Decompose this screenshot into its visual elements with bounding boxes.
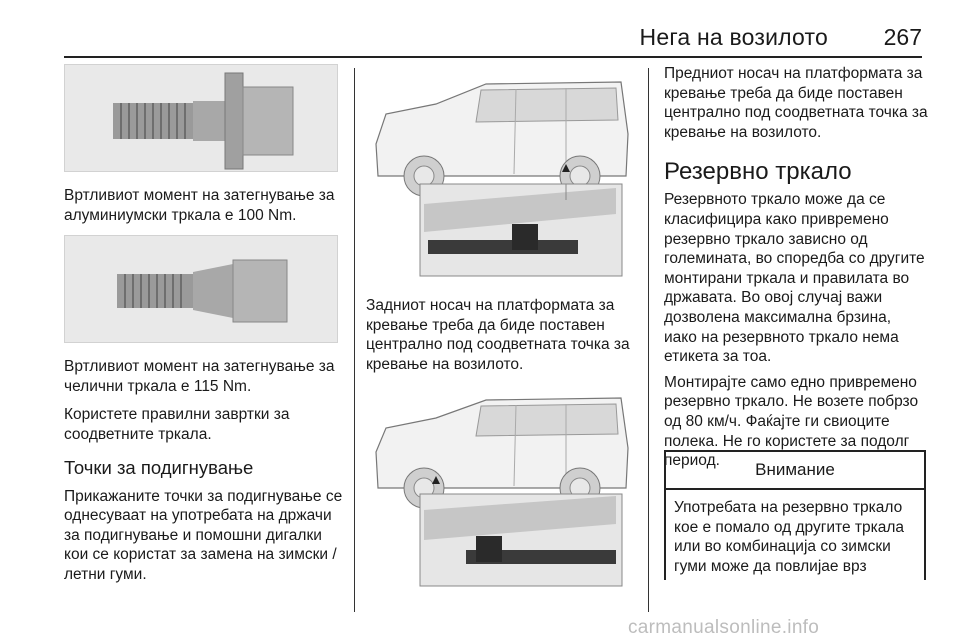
van-icon: [366, 64, 630, 282]
bolts-note: Користете правилни завртки за соодветните тркала.: [64, 406, 290, 443]
watermark: carmanualsonline.info: [628, 617, 820, 638]
alloy-wheel-bolt-illustration: [64, 64, 338, 172]
front-support-text: Предниот носач на платформата за кревање треба да биде поставен централно под соодветната точка за кревање на возилото.: [664, 65, 928, 141]
steel-torque-caption: Вртливиот момент на затегнување за челични тркала е 115 Nm.: [64, 358, 335, 395]
column-middle: [366, 64, 632, 590]
column-left: [64, 64, 346, 585]
spare-wheel-limits: Монтирајте само едно привремено резервно тркало. Не возете побрзо од 80 км/ч. Фаќајте ги свиоците полека. Не го користете за подолг период.: [664, 373, 919, 470]
steel-wheel-bolt-illustration: [64, 235, 338, 343]
jacking-points-text: Прикажаните точки за подигнување се однесуваат на употребата на држачи за подигнување и помошни дигалки кои се користат за замена на зимски / летни гуми.: [64, 487, 343, 583]
column-right: [664, 64, 928, 471]
column-divider: [648, 68, 649, 612]
front-jacking-point-illustration: [366, 390, 630, 590]
jacking-points-heading: Точки за подигнување: [64, 456, 254, 478]
spare-wheel-text: Резервното тркало може да се класифицира како привремено резервно тркало зависно од големината, во споредба со другите монтирани тркала и правилата во државата. Во овој случај важи дозволена максимална брзина, иако на резервното тркало нема етикета за тоа.: [664, 191, 925, 366]
spare-wheel-heading: Резервно тркало: [664, 158, 852, 186]
bolt-icon: [65, 65, 337, 171]
page-title: Нега на возилото: [639, 24, 828, 50]
column-divider: [354, 68, 355, 612]
bolt-icon: [65, 236, 337, 342]
caution-box: [664, 450, 926, 580]
rear-support-text: Задниот носач на платформата за кревање треба да биде поставен централно под соодветната точка за кревање на возилото.: [366, 297, 630, 373]
caution-title: Внимание: [666, 452, 924, 490]
van-icon: [366, 390, 630, 590]
page-number: 267: [883, 24, 922, 50]
alloy-torque-caption: Вртливиот момент на затегнување за алуминиумски тркала е 100 Nm.: [64, 187, 335, 224]
page-header: [64, 22, 922, 58]
caution-text: Употребата на резервно тркало кое е помало од другите тркала или во комбинација со зимски гуми може да повлијае врз: [674, 499, 905, 575]
rear-jacking-point-illustration: [366, 64, 630, 282]
